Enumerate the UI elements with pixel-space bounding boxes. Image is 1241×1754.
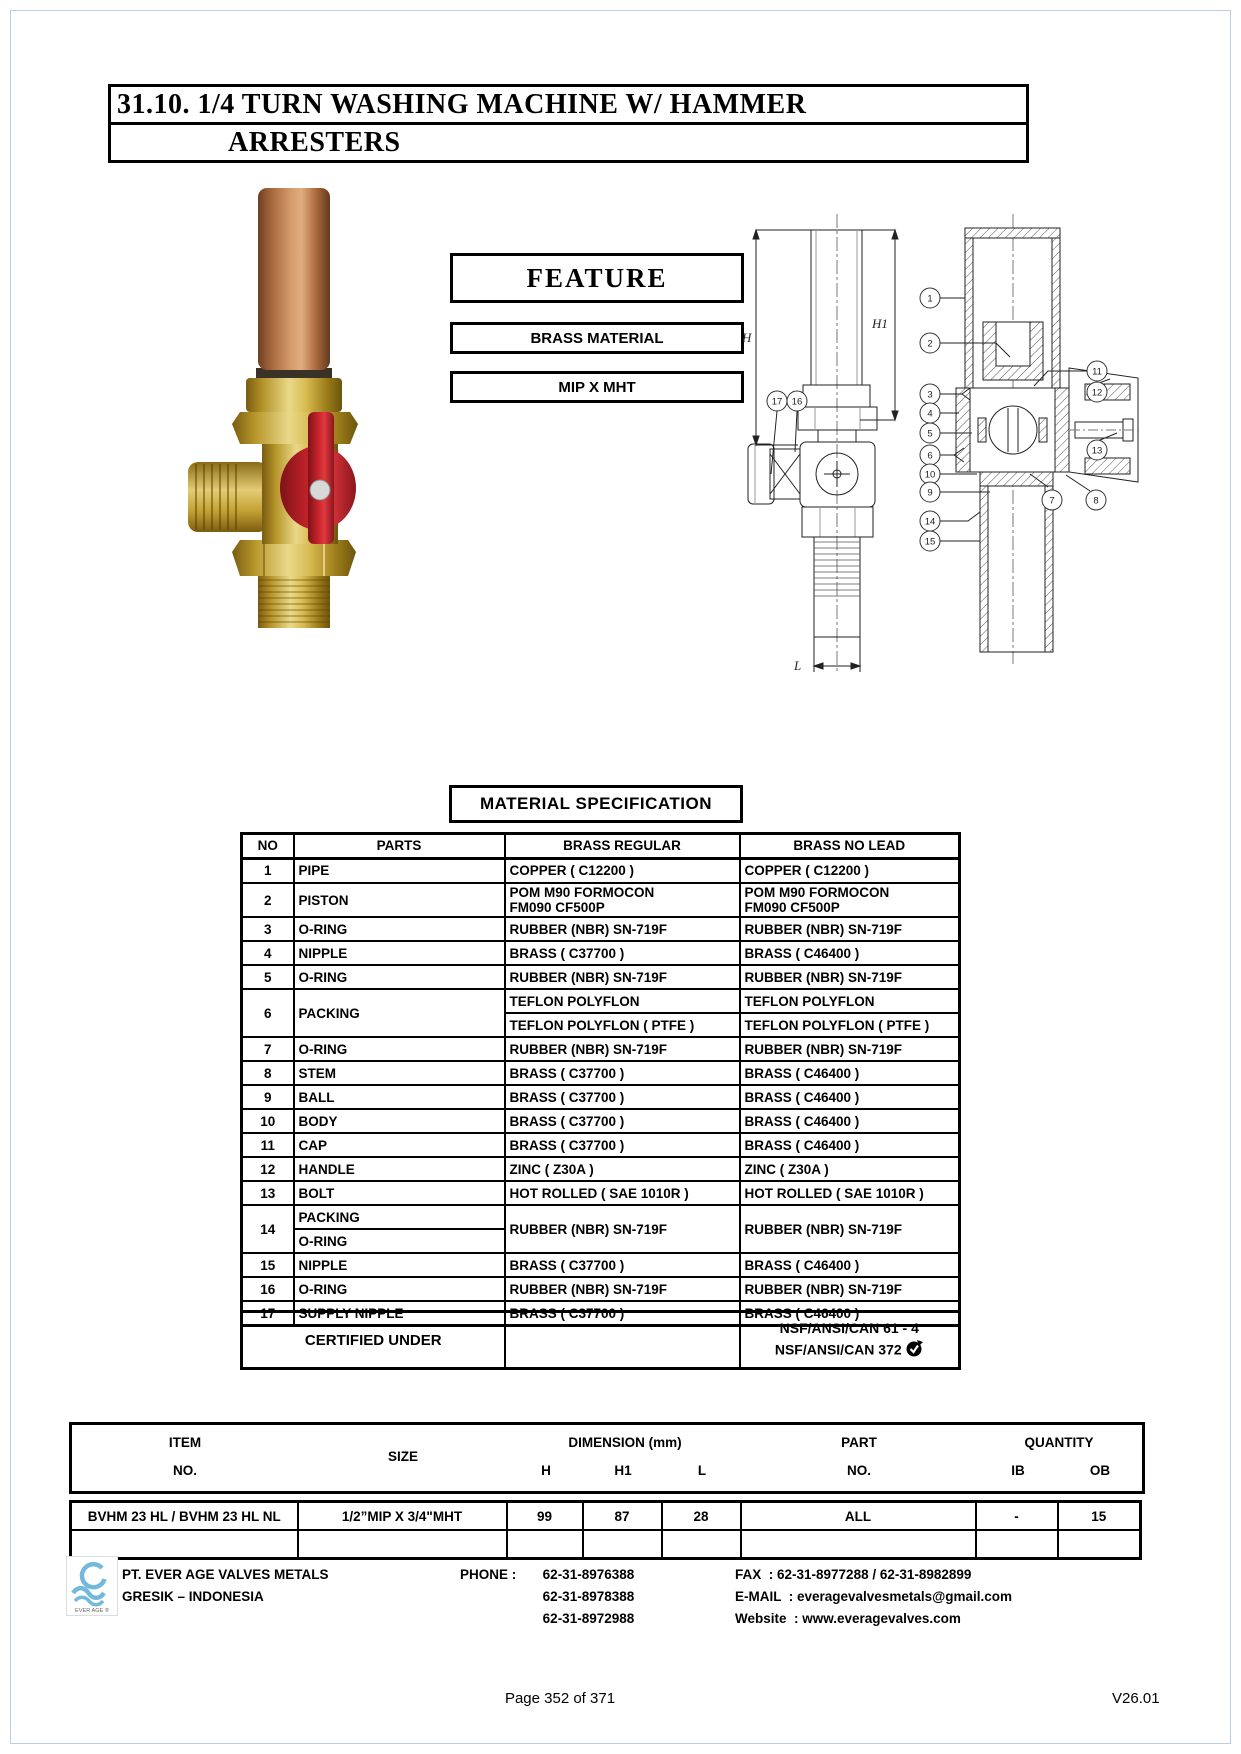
cell-regular: TEFLON POLYFLON: [505, 989, 740, 1013]
cell-no: 15: [242, 1253, 294, 1277]
cell-regular: BRASS ( C37700 ): [505, 1253, 740, 1277]
cell-regular: RUBBER (NBR) SN-719F: [505, 917, 740, 941]
cell-regular: ZINC ( Z30A ): [505, 1157, 740, 1181]
cell-part: O-RING: [294, 1037, 505, 1061]
header-ob: OB: [1089, 1463, 1111, 1478]
table-row: [242, 989, 960, 1013]
col-header-no: NO: [242, 834, 294, 859]
cell-empty: [976, 1530, 1058, 1559]
dim-label-h1: H1: [872, 316, 888, 331]
callout-9: 9: [927, 487, 933, 499]
item-row-empty: [71, 1530, 1141, 1559]
cell-part-no: ALL: [741, 1502, 976, 1531]
cell-no-lead: BRASS ( C46400 ): [740, 1085, 960, 1109]
cell-no: 17: [242, 1301, 294, 1326]
cell-no: 5: [242, 965, 294, 989]
cell-regular: TEFLON POLYFLON ( PTFE ): [505, 1013, 740, 1037]
cell-regular: BRASS ( C37700 ): [505, 1085, 740, 1109]
cell-l: 28: [662, 1502, 741, 1531]
cell-no-lead: BRASS ( C46400 ): [740, 1133, 960, 1157]
dim-label-h: H: [742, 330, 752, 345]
callout-14: 14: [924, 516, 936, 528]
cell-item-no: BVHM 23 HL / BVHM 23 HL NL: [71, 1502, 298, 1531]
certification-mark-icon: [906, 1339, 924, 1363]
table-row: [242, 965, 960, 989]
header-l: L: [697, 1463, 707, 1478]
callout-16: 16: [791, 396, 803, 408]
certification-line2: [742, 1339, 958, 1363]
callout-17: 17: [771, 396, 783, 408]
callout-8: 8: [1093, 495, 1099, 507]
table-row: [242, 1277, 960, 1301]
email-line: E-MAIL : everagevalvesmetals@gmail.com: [735, 1589, 1013, 1604]
cell-regular: BRASS ( C37700 ): [505, 1109, 740, 1133]
cell-no: 7: [242, 1037, 294, 1061]
cell-no: 9: [242, 1085, 294, 1109]
cell-part: BOLT: [294, 1181, 505, 1205]
table-row: [242, 917, 960, 941]
cell-no-lead: RUBBER (NBR) SN-719F: [740, 1037, 960, 1061]
header-part-no: NO.: [846, 1463, 872, 1478]
page-title-box: [108, 84, 1029, 125]
cell-no: 11: [242, 1133, 294, 1157]
cell-regular: RUBBER (NBR) SN-719F: [505, 1205, 740, 1253]
cell-regular: RUBBER (NBR) SN-719F: [505, 1037, 740, 1061]
callout-7: 7: [1049, 495, 1055, 507]
cell-line: POM M90 FORMOCON: [744, 885, 890, 900]
table-row: [242, 1205, 960, 1229]
cell-regular: RUBBER (NBR) SN-719F: [505, 965, 740, 989]
cell-empty: [741, 1530, 976, 1559]
cell-no: 14: [242, 1205, 294, 1253]
certified-regular-cell: [505, 1312, 740, 1369]
cell-no-lead: HOT ROLLED ( SAE 1010R ): [740, 1181, 960, 1205]
cell-line: POM M90 FORMOCON: [509, 885, 655, 900]
dim-label-l: L: [794, 658, 802, 673]
table-row: [242, 1037, 960, 1061]
callout-1: 1: [927, 293, 933, 305]
contact-block: [735, 1564, 1012, 1630]
cell-no: 2: [242, 883, 294, 917]
fax-line: FAX : 62-31-8977288 / 62-31-8982899: [735, 1567, 972, 1582]
callout-11: 11: [1092, 366, 1102, 378]
certified-no-lead-cell: [740, 1312, 960, 1369]
cell-no: 4: [242, 941, 294, 965]
page-title-line2: ARRESTERS: [228, 126, 401, 158]
cell-no-lead: [740, 883, 960, 917]
table-row: [242, 1181, 960, 1205]
feature-item-connection: MIP X MHT: [450, 371, 744, 403]
cell-regular: BRASS ( C37700 ): [505, 941, 740, 965]
cell-no-lead: TEFLON POLYFLON ( PTFE ): [740, 1013, 960, 1037]
phone-number: 62-31-8976388: [542, 1567, 635, 1582]
cell-part: CAP: [294, 1133, 505, 1157]
cell-part: PACKING: [294, 989, 505, 1037]
cell-part: O-RING: [294, 965, 505, 989]
cell-part: NIPPLE: [294, 941, 505, 965]
table-row: [242, 1061, 960, 1085]
cell-no-lead: RUBBER (NBR) SN-719F: [740, 1277, 960, 1301]
company-location: GRESIK – INDONESIA: [122, 1589, 264, 1604]
col-header-brass-regular: BRASS REGULAR: [505, 834, 740, 859]
cell-part: PACKING: [294, 1205, 505, 1229]
header-size: SIZE: [387, 1449, 419, 1464]
cell-regular: HOT ROLLED ( SAE 1010R ): [505, 1181, 740, 1205]
cell-no-lead: RUBBER (NBR) SN-719F: [740, 965, 960, 989]
callout-4: 4: [927, 408, 933, 420]
table-header-row: [242, 834, 960, 859]
cell-ib: -: [976, 1502, 1058, 1531]
everage-logo: [66, 1556, 118, 1616]
cell-no-lead: RUBBER (NBR) SN-719F: [740, 1205, 960, 1253]
header-part: PART: [841, 1435, 877, 1450]
cell-empty: [583, 1530, 662, 1559]
col-header-brass-no-lead: BRASS NO LEAD: [740, 834, 960, 859]
cell-part: O-RING: [294, 1229, 505, 1253]
material-spec-heading: MATERIAL SPECIFICATION: [449, 785, 743, 823]
cell-h1: 87: [583, 1502, 662, 1531]
table-row: [242, 859, 960, 884]
cell-no: 16: [242, 1277, 294, 1301]
cell-no: 12: [242, 1157, 294, 1181]
certified-under-label: CERTIFIED UNDER: [242, 1312, 505, 1369]
col-header-parts: PARTS: [294, 834, 505, 859]
table-row: [242, 1085, 960, 1109]
cell-regular: BRASS ( C37700 ): [505, 1301, 740, 1326]
certified-under-table: [240, 1310, 961, 1370]
feature-item-brass-material: BRASS MATERIAL: [450, 322, 744, 354]
material-spec-table: [240, 832, 961, 1327]
certification-line1: NSF/ANSI/CAN 61 - 4: [779, 1319, 919, 1336]
version-label: V26.01: [1112, 1690, 1160, 1707]
cell-empty: [71, 1530, 298, 1559]
cell-no: 1: [242, 859, 294, 884]
page-number: Page 352 of 371: [504, 1690, 616, 1707]
cell-part: BALL: [294, 1085, 505, 1109]
cell-size: 1/2”MIP X 3/4"MHT: [298, 1502, 507, 1531]
cell-line: FM090 CF500P: [509, 900, 605, 916]
phone-label: PHONE :: [460, 1567, 517, 1582]
header-dimension: DIMENSION (mm): [568, 1435, 682, 1450]
photo-union-nut: [232, 540, 356, 576]
cell-no-lead: BRASS ( C46400 ): [740, 1301, 960, 1326]
company-name: PT. EVER AGE VALVES METALS: [122, 1567, 329, 1582]
table-row: [242, 1109, 960, 1133]
header-ib: IB: [1011, 1463, 1025, 1478]
cell-part: O-RING: [294, 917, 505, 941]
cell-no-lead: BRASS ( C46400 ): [740, 1253, 960, 1277]
cell-empty: [1058, 1530, 1141, 1559]
phone-block: [460, 1564, 634, 1630]
cell-empty: [662, 1530, 741, 1559]
cell-regular: COPPER ( C12200 ): [505, 859, 740, 884]
header-item-no: NO.: [172, 1463, 198, 1478]
header-h1: H1: [614, 1463, 632, 1478]
cell-h: 99: [507, 1502, 583, 1531]
header-quantity: QUANTITY: [1024, 1435, 1094, 1450]
cell-part: HANDLE: [294, 1157, 505, 1181]
feature-heading: FEATURE: [450, 253, 744, 303]
phone-number: 62-31-8978388: [542, 1589, 635, 1604]
cell-no-lead: BRASS ( C46400 ): [740, 1061, 960, 1085]
photo-collar: [246, 378, 342, 412]
cell-no: 3: [242, 917, 294, 941]
certified-row: [242, 1312, 960, 1369]
header-item: ITEM: [168, 1435, 202, 1450]
cell-part: O-RING: [294, 1277, 505, 1301]
item-table-header: [69, 1422, 1145, 1494]
table-row: [242, 1253, 960, 1277]
cell-no-lead: RUBBER (NBR) SN-719F: [740, 917, 960, 941]
cell-no-lead: BRASS ( C46400 ): [740, 941, 960, 965]
cell-no: 13: [242, 1181, 294, 1205]
cell-no: 10: [242, 1109, 294, 1133]
cell-regular: RUBBER (NBR) SN-719F: [505, 1277, 740, 1301]
website-line: Website : www.everagevalves.com: [735, 1611, 961, 1626]
cell-part: BODY: [294, 1109, 505, 1133]
page-title-box-2: [108, 122, 1029, 163]
page-title-line1: 31.10. 1/4 TURN WASHING MACHINE W/ HAMMER: [117, 88, 807, 120]
photo-red-handle-lever: [308, 412, 334, 544]
cell-no-lead: BRASS ( C46400 ): [740, 1109, 960, 1133]
table-row: [242, 883, 960, 917]
cell-no: 8: [242, 1061, 294, 1085]
company-info: [122, 1564, 329, 1608]
phone-numbers: [516, 1564, 634, 1630]
cell-ob: 15: [1058, 1502, 1141, 1531]
callout-12: 12: [1091, 387, 1103, 399]
cell-part: SUPPLY NIPPLE: [294, 1301, 505, 1326]
cell-regular: BRASS ( C37700 ): [505, 1061, 740, 1085]
cell-regular: [505, 883, 740, 917]
product-photo: [180, 172, 392, 628]
callout-5: 5: [927, 428, 933, 440]
table-row: [242, 1157, 960, 1181]
table-row: [242, 1133, 960, 1157]
callout-2: 2: [927, 338, 933, 350]
callout-3: 3: [927, 389, 933, 401]
callout-13: 13: [1091, 445, 1103, 457]
item-data-table: [69, 1500, 1142, 1560]
table-row: [242, 941, 960, 965]
photo-copper-arrester: [258, 188, 330, 370]
cell-empty: [507, 1530, 583, 1559]
cell-no: 6: [242, 989, 294, 1037]
technical-drawing: [740, 172, 1150, 682]
cell-no-lead: COPPER ( C12200 ): [740, 859, 960, 884]
callout-6: 6: [927, 450, 933, 462]
cell-no-lead: TEFLON POLYFLON: [740, 989, 960, 1013]
item-row: [71, 1502, 1141, 1531]
cell-part: PIPE: [294, 859, 505, 884]
logo-caption: EVER AGE ®: [75, 1608, 109, 1614]
header-h: H: [541, 1463, 551, 1478]
callout-15: 15: [924, 536, 936, 548]
callout-10: 10: [924, 469, 936, 481]
cell-part: STEM: [294, 1061, 505, 1085]
cell-part: PISTON: [294, 883, 505, 917]
cell-empty: [298, 1530, 507, 1559]
cell-part: NIPPLE: [294, 1253, 505, 1277]
certification-line2-text: NSF/ANSI/CAN 372: [774, 1341, 902, 1358]
photo-upper-hex: [232, 412, 358, 444]
photo-handle-screw: [310, 480, 330, 500]
cell-line: FM090 CF500P: [744, 900, 840, 916]
phone-number: 62-31-8972988: [542, 1611, 635, 1626]
cell-no-lead: ZINC ( Z30A ): [740, 1157, 960, 1181]
cell-regular: BRASS ( C37700 ): [505, 1133, 740, 1157]
